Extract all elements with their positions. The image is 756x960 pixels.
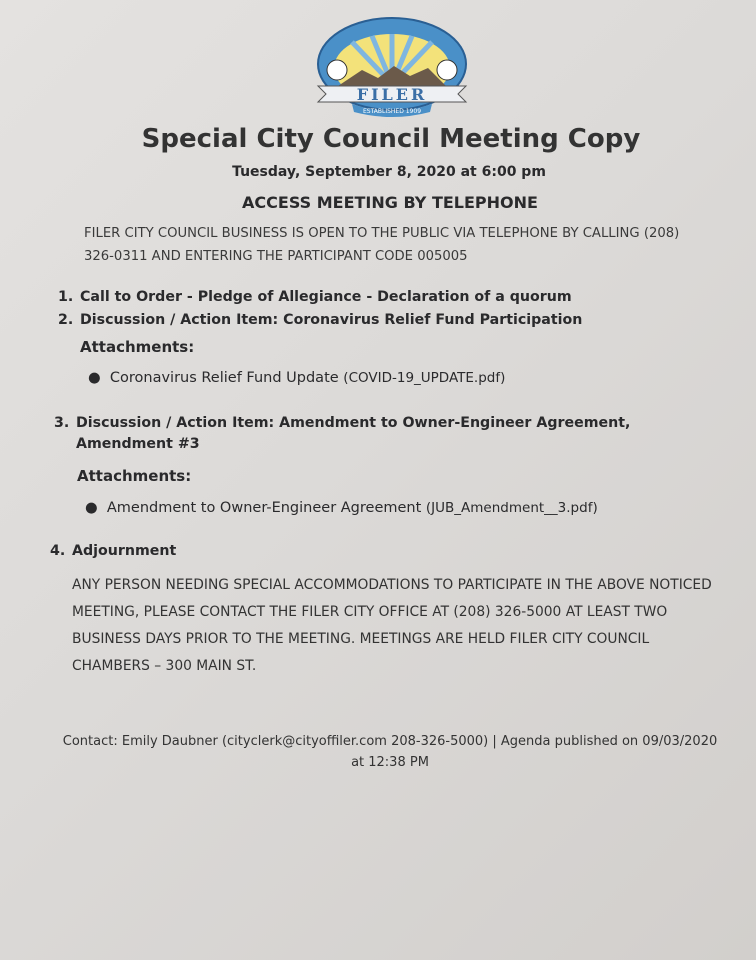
attachment-file[interactable]: (JUB_Amendment__3.pdf) [425,500,598,516]
bullet-icon: ● [88,370,110,386]
item-number: 2. [58,312,74,328]
contact-footer: Contact: Emily Daubner (cityclerk@cityoffiler.com 208-326-5000) | Agenda published on 09/03/2020 at 12:38 PM [62,734,718,770]
item-text: Call to Order - Pledge of Allegiance - Declaration of a quorum [80,289,572,305]
attachment-item [88,370,505,386]
agenda-item-4 [50,543,176,559]
access-info: FILER CITY COUNCIL BUSINESS IS OPEN TO THE PUBLIC VIA TELEPHONE BY CALLING (208) 326-0311 AND ENTERING THE PARTICIPANT CODE 005005 [84,226,680,264]
filer-city-logo [312,14,472,119]
item-number: 4. [50,543,66,559]
item-text: Discussion / Action Item: Amendment to Owner-Engineer Agreement, [76,415,631,431]
accommodations-notice: ANY PERSON NEEDING SPECIAL ACCOMMODATIONS TO PARTICIPATE IN THE ABOVE NOTICED MEETING, PLEASE CONTACT THE FILER CITY OFFICE AT (208) 326-5000 AT LEAST TWO BUSINESS DAYS PRIOR TO THE MEETING. MEETINGS ARE HELD FILER CITY COUNCIL CHAMBERS – 300 MAIN ST. [72,577,712,674]
attachment-name[interactable]: Amendment to Owner-Engineer Agreement [106,500,422,516]
item-text-cont: Amendment #3 [76,436,200,452]
item-text: Adjournment [72,543,177,559]
item-number: 1. [58,289,74,305]
attachment-item [85,500,598,516]
bullet-icon: ● [85,500,107,516]
attachments-label: Attachments: [77,467,192,485]
item-number: 3. [54,415,70,431]
agenda-item-2 [58,312,582,328]
page-title: Special City Council Meeting Copy [141,124,641,154]
attachment-name[interactable]: Coronavirus Relief Fund Update [109,370,339,386]
meeting-date: Tuesday, September 8, 2020 at 6:00 pm [232,164,546,180]
agenda-item-1 [58,289,572,305]
item-text: Discussion / Action Item: Coronavirus Relief Fund Participation [80,312,583,328]
svg-text:FILER: FILER [356,85,428,104]
access-heading: ACCESS MEETING BY TELEPHONE [242,193,538,212]
agenda-item-3 [54,413,630,455]
attachment-file[interactable]: (COVID-19_UPDATE.pdf) [343,370,506,386]
svg-text:ESTABLISHED 1909: ESTABLISHED 1909 [362,108,422,115]
attachments-label: Attachments: [80,338,195,356]
